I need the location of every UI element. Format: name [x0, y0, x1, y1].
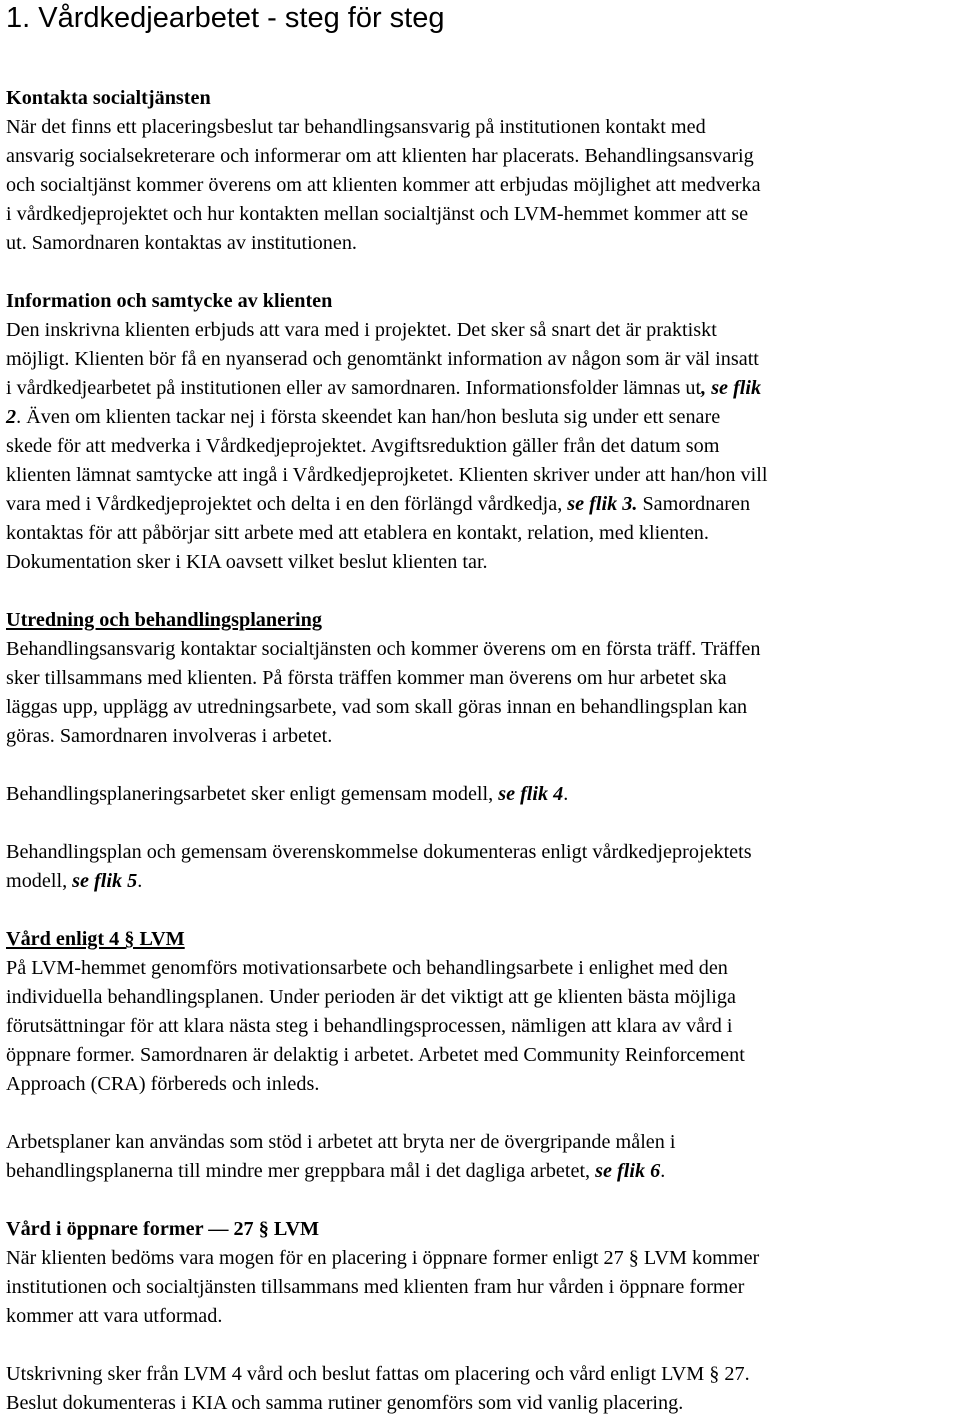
text-line: i vårdkedjearbetet på institutionen eller av samordnaren. Informationsfolder lämnas ut: [6, 377, 702, 399]
text-line: Behandlingsplan och gemensam överenskommelse dokumenteras enligt vårdkedjeprojektets: [6, 841, 752, 863]
text-line: modell,: [6, 870, 73, 892]
section-vard-4: [6, 925, 956, 1186]
tab-reference: , se flik: [701, 377, 762, 399]
section-heading: Information och samtycke av klienten: [6, 290, 333, 312]
section-paragraph: [6, 780, 956, 809]
text-line: och socialtjänst kommer överens om att klienten kommer att erbjudas möjlighet att medverka: [6, 174, 761, 196]
text-line: Arbetsplaner kan användas som stöd i arbetet att bryta ner de övergripande målen i: [6, 1131, 676, 1153]
tab-reference: se flik 4: [498, 783, 564, 805]
text-line: Beslut dokumenteras i KIA och samma rutiner genomförs som vid vanlig placering.: [6, 1392, 684, 1414]
text-line: öppnare former. Samordnaren är delaktig i arbetet. Arbetet med Community Reinforcement: [6, 1044, 745, 1066]
section-heading: Utredning och behandlingsplanering: [6, 609, 322, 631]
section-paragraph: [6, 954, 956, 1099]
section-paragraph: [6, 113, 956, 258]
section-heading: Vård i öppnare former — 27 § LVM: [6, 1218, 320, 1240]
text-line: möjligt. Klienten bör få en nyanserad och genomtänkt information av någon som är väl insatt: [6, 348, 759, 370]
section-information: [6, 287, 956, 577]
text-line: kontaktas för att påbörjar sitt arbete med att etablera en kontakt, relation, med klienten.: [6, 522, 709, 544]
text-line: institutionen och socialtjänsten tillsammans med klienten fram hur vården i öppnare former: [6, 1276, 745, 1298]
section-heading: Kontakta socialtjänsten: [6, 87, 211, 109]
section-paragraph: [6, 316, 956, 577]
text-line: förutsättningar för att klara nästa steg i behandlingsprocessen, nämligen att klara av vård i: [6, 1015, 733, 1037]
page-title: 1. Vårdkedjearbetet - steg för steg: [6, 2, 445, 34]
text-line: skede för att medverka i Vårdkedjeprojektet. Avgiftsreduktion gäller från det datum som: [6, 435, 720, 457]
text-line: .: [137, 870, 143, 892]
text-line: läggas upp, upplägg av utredningsarbete, vad som skall göras innan en behandlingsplan kan: [6, 696, 748, 718]
section-paragraph: [6, 1360, 956, 1418]
section-utredning: [6, 606, 956, 896]
text-line: vara med i Vårdkedjeprojektet och delta i en den förlängd vårdkedja,: [6, 493, 568, 515]
tab-reference: se flik 5: [72, 870, 138, 892]
text-line: När det finns ett placeringsbeslut tar behandlingsansvarig på institutionen kontakt med: [6, 116, 706, 138]
tab-reference: se flik 6: [595, 1160, 661, 1182]
text-line: Approach (CRA) förbereds och inleds.: [6, 1073, 320, 1095]
text-line: individuella behandlingsplanen. Under perioden är det viktigt att ge klienten bästa möjliga: [6, 986, 736, 1008]
section-paragraph: [6, 838, 956, 896]
section-paragraph: [6, 1128, 956, 1186]
text-line: sker tillsammans med klienten. På första träffen kommer man överens om hur arbetet ska: [6, 667, 727, 689]
text-line: Den inskrivna klienten erbjuds att vara med i projektet. Det sker så snart det är praktiskt: [6, 319, 717, 341]
text-line: i vårdkedjeprojektet och hur kontakten mellan socialtjänst och LVM-hemmet kommer att se: [6, 203, 749, 225]
document-body: [6, 84, 956, 1418]
text-line: .: [660, 1160, 666, 1182]
text-line: När klienten bedöms vara mogen för en placering i öppnare former enligt 27 § LVM kommer: [6, 1247, 760, 1269]
text-line: På LVM-hemmet genomförs motivationsarbete och behandlingsarbete i enlighet med den: [6, 957, 728, 979]
text-line: klienten lämnat samtycke att ingå i Vårdkedjeprojketet. Klienten skriver under att han/hon vill: [6, 464, 768, 486]
text-line: ut. Samordnaren kontaktas av institutionen.: [6, 232, 357, 254]
text-line: Samordnaren: [637, 493, 751, 515]
text-line: ansvarig socialsekreterare och informerar om att klienten har placerats. Behandlingsansvarig: [6, 145, 754, 167]
text-line: behandlingsplanerna till mindre mer greppbara mål i det dagliga arbetet,: [6, 1160, 596, 1182]
text-line: kommer att vara utformad.: [6, 1305, 223, 1327]
text-line: Utskrivning sker från LVM 4 vård och beslut fattas om placering och vård enligt LVM § 27.: [6, 1363, 750, 1385]
text-line: . Även om klienten tackar nej i första skeendet kan han/hon besluta sig under ett senare: [16, 406, 721, 428]
section-paragraph: [6, 1244, 956, 1331]
tab-reference: se flik 3.: [567, 493, 638, 515]
tab-reference: 2: [6, 406, 17, 428]
text-line: Behandlingsplaneringsarbetet sker enligt gemensam modell,: [6, 783, 499, 805]
text-line: Dokumentation sker i KIA oavsett vilket beslut klienten tar.: [6, 551, 488, 573]
text-line: göras. Samordnaren involveras i arbetet.: [6, 725, 333, 747]
section-vard-27: [6, 1215, 956, 1418]
section-paragraph: [6, 635, 956, 751]
section-heading: Vård enligt 4 § LVM: [6, 928, 185, 950]
text-line: Behandlingsansvarig kontaktar socialtjänsten och kommer överens om en första träff. Träffen: [6, 638, 761, 660]
text-line: .: [563, 783, 569, 805]
section-kontakta: [6, 84, 956, 258]
